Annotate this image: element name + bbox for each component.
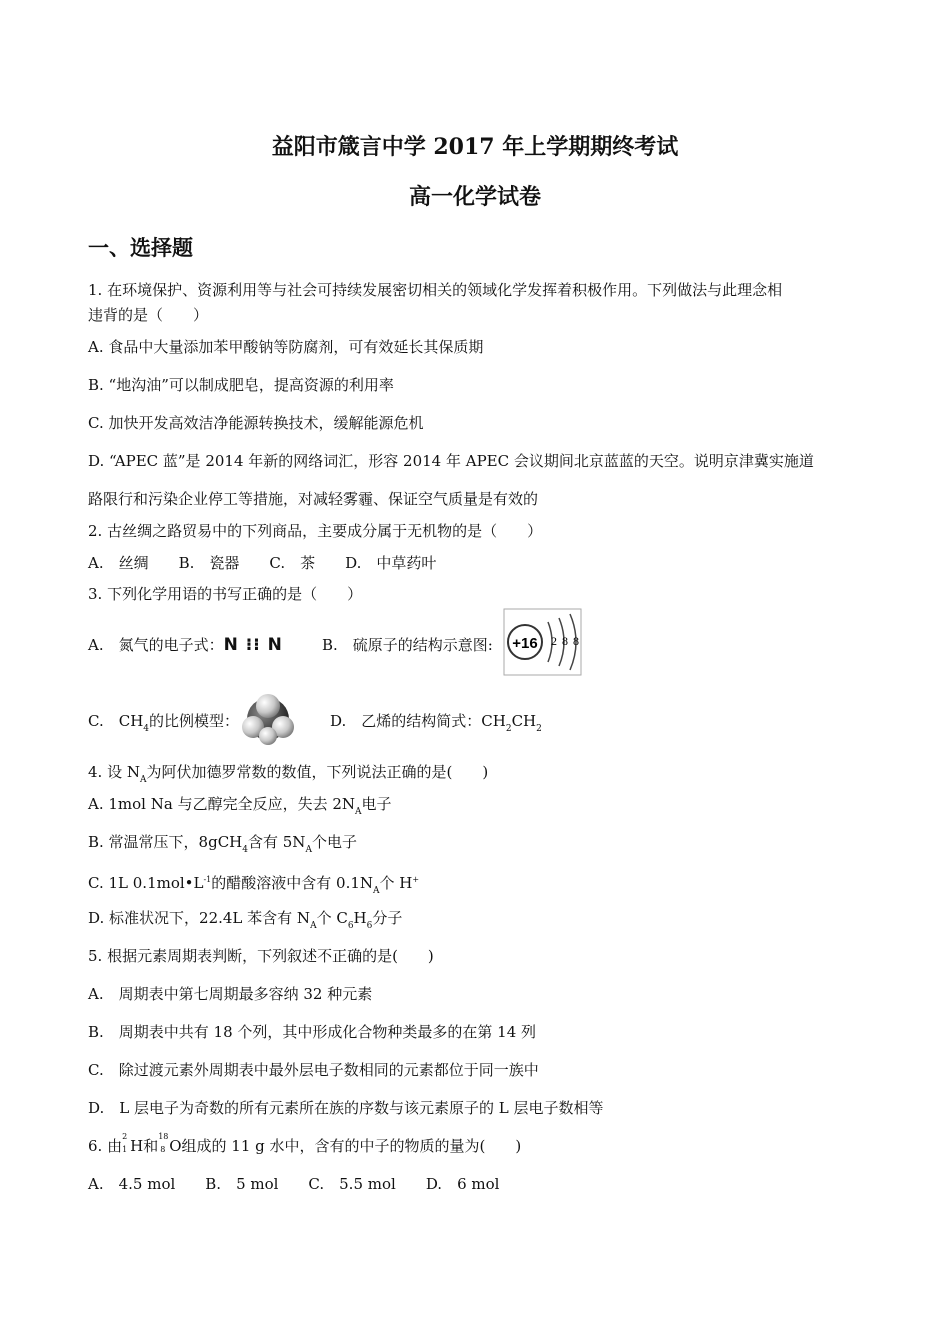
q4-d-sub3: 6	[366, 921, 373, 931]
q4-stem	[88, 762, 488, 790]
q2-stem: 2. 古丝绸之路贸易中的下列商品，主要成分属于无机物的是（ ）	[88, 522, 543, 540]
q3-d-sub1: 2	[505, 724, 512, 734]
q4-c-pre: C. 1L 0.1mol•L	[88, 874, 204, 892]
q2-options: A. 丝绸 B. 瓷器 C. 茶 D. 中草药叶	[88, 554, 437, 572]
q4-b-post: 个电子	[311, 833, 357, 851]
q5-option-d: D. L 层电子为奇数的所有元素所在族的序数与该元素原子的 L 层电子数相等	[88, 1099, 604, 1117]
q1-option-a: A. 食品中大量添加苯甲酸钠等防腐剂，可有效延长其保质期	[88, 338, 484, 356]
hydrogen-atom-bottom	[259, 727, 277, 745]
q5-option-a: A. 周期表中第七周期最多容纳 32 种元素	[88, 985, 373, 1003]
q3-c-text: C. CH	[88, 712, 144, 730]
o-symbol: O	[169, 1137, 182, 1155]
q4-a-post: 电子	[361, 795, 392, 813]
q4-d-mid2: H	[353, 909, 367, 927]
o-atomic-number: 8	[160, 1145, 166, 1154]
hydrogen-atom-top	[256, 694, 280, 718]
h-symbol: H	[130, 1137, 144, 1155]
q4-option-b	[88, 832, 357, 860]
q4-stem-post: 为阿伏加德罗常数的数值，下列说法正确的是( )	[146, 763, 489, 781]
q3-d-text: D. 乙烯的结构简式：CH	[330, 712, 506, 730]
o-mass-number: 18	[158, 1132, 169, 1141]
q4-c-sub: A	[373, 886, 380, 896]
q1-option-b: B. “地沟油”可以制成肥皂，提高资源的利用率	[88, 376, 394, 394]
q4-c-sup1: -1	[203, 875, 212, 884]
q4-b-pre: B. 常温常压下，8gCH	[88, 833, 243, 851]
q4-option-a	[88, 794, 392, 822]
q3-option-b-label: B. 硫原子的结构示意图:	[322, 636, 493, 654]
q3-d-mid: CH	[511, 712, 537, 730]
nucleus-charge: +16	[512, 635, 538, 652]
q4-a-sub: A	[355, 807, 362, 817]
q4-d-mid: 个 C	[316, 909, 348, 927]
q3-option-c-label	[88, 711, 239, 739]
q4-a-pre: A. 1mol Na 与乙醇完全反应，失去 2N	[88, 795, 356, 813]
q4-c-mid: 的醋酸溶液中含有 0.1N	[211, 874, 374, 892]
h-isotope-notation	[122, 1132, 130, 1156]
h-atomic-number: 1	[122, 1145, 128, 1154]
shell-electrons-3: 8	[573, 634, 579, 648]
q4-b-mid: 含有 5N	[248, 833, 306, 851]
q5-option-b: B. 周期表中共有 18 个列，其中形成化合物种类最多的在第 14 列	[88, 1023, 537, 1041]
q3-c-text-post: 的比例模型：	[149, 712, 240, 730]
q6-options: A. 4.5 mol B. 5 mol C. 5.5 mol D. 6 mol	[88, 1175, 500, 1193]
q6-and: 和	[143, 1137, 159, 1155]
shell-electrons-2: 8	[562, 634, 568, 648]
q4-stem-pre: 4. 设 N	[88, 763, 140, 781]
q6-stem	[88, 1132, 522, 1156]
q4-stem-sub: A	[139, 775, 147, 785]
q5-stem: 5. 根据元素周期表判断，下列叙述不正确的是( )	[88, 947, 434, 965]
q3-option-d-label	[330, 711, 542, 739]
nitrogen-electron-formula: N ⁝⁝ N	[223, 635, 283, 655]
q1-option-d-line1: D. “APEC 蓝”是 2014 年新的网络词汇，形容 2014 年 APEC 会议期间北京蓝蓝的天空。说明京津冀实施道	[88, 452, 814, 470]
q4-b-sub1: 4	[242, 845, 248, 855]
q3-d-sub2: 2	[536, 724, 542, 734]
q6-stem-post: 组成的 11 g 水中，含有的中子的物质的量为( )	[181, 1137, 522, 1155]
shell-electrons-1: 2	[551, 634, 557, 648]
q1-stem-line1: 1. 在环境保护、资源利用等与社会可持续发展密切相关的领域化学发挥着积极作用。下列做法与此理念相	[88, 281, 783, 299]
q3-c-subscript: 4	[143, 724, 150, 734]
q6-stem-pre: 6. 由	[88, 1137, 123, 1155]
q1-option-d-line2: 路限行和污染企业停工等措施，对减轻雾霾、保证空气质量是有效的	[88, 490, 539, 508]
q3-option-a	[88, 635, 283, 655]
q3-option-a-label: A. 氮气的电子式：	[88, 636, 224, 654]
q4-d-pre: D. 标准状况下，22.4L 苯含有 N	[88, 909, 311, 927]
q4-d-sub1: A	[310, 921, 317, 931]
q1-option-c: C. 加快开发高效洁净能源转换技术，缓解能源危机	[88, 414, 424, 432]
q4-c-mid2: 个 H	[379, 874, 413, 892]
section-heading: 一、选择题	[88, 235, 193, 260]
q4-d-post: 分子	[372, 909, 403, 927]
q4-option-d	[88, 908, 402, 936]
h-mass-number: 2	[122, 1132, 128, 1141]
q1-stem-line2: 违背的是（ ）	[88, 306, 209, 324]
q5-option-c: C. 除过渡元素外周期表中最外层电子数相同的元素都位于同一族中	[88, 1061, 539, 1079]
exam-subtitle: 高一化学试卷	[408, 184, 541, 210]
q4-d-sub2: 6	[347, 921, 354, 931]
q3-stem: 3. 下列化学用语的书写正确的是（ ）	[88, 585, 363, 603]
q4-b-sub2: A	[305, 845, 312, 855]
exam-title: 益阳市箴言中学 2017 年上学期期终考试	[271, 134, 679, 160]
o-isotope-notation	[158, 1132, 169, 1156]
sulfur-atom-structure-diagram	[503, 608, 583, 676]
methane-space-filling-model	[240, 692, 296, 746]
q4-c-sup2: +	[412, 875, 420, 884]
q4-option-c	[88, 870, 419, 901]
